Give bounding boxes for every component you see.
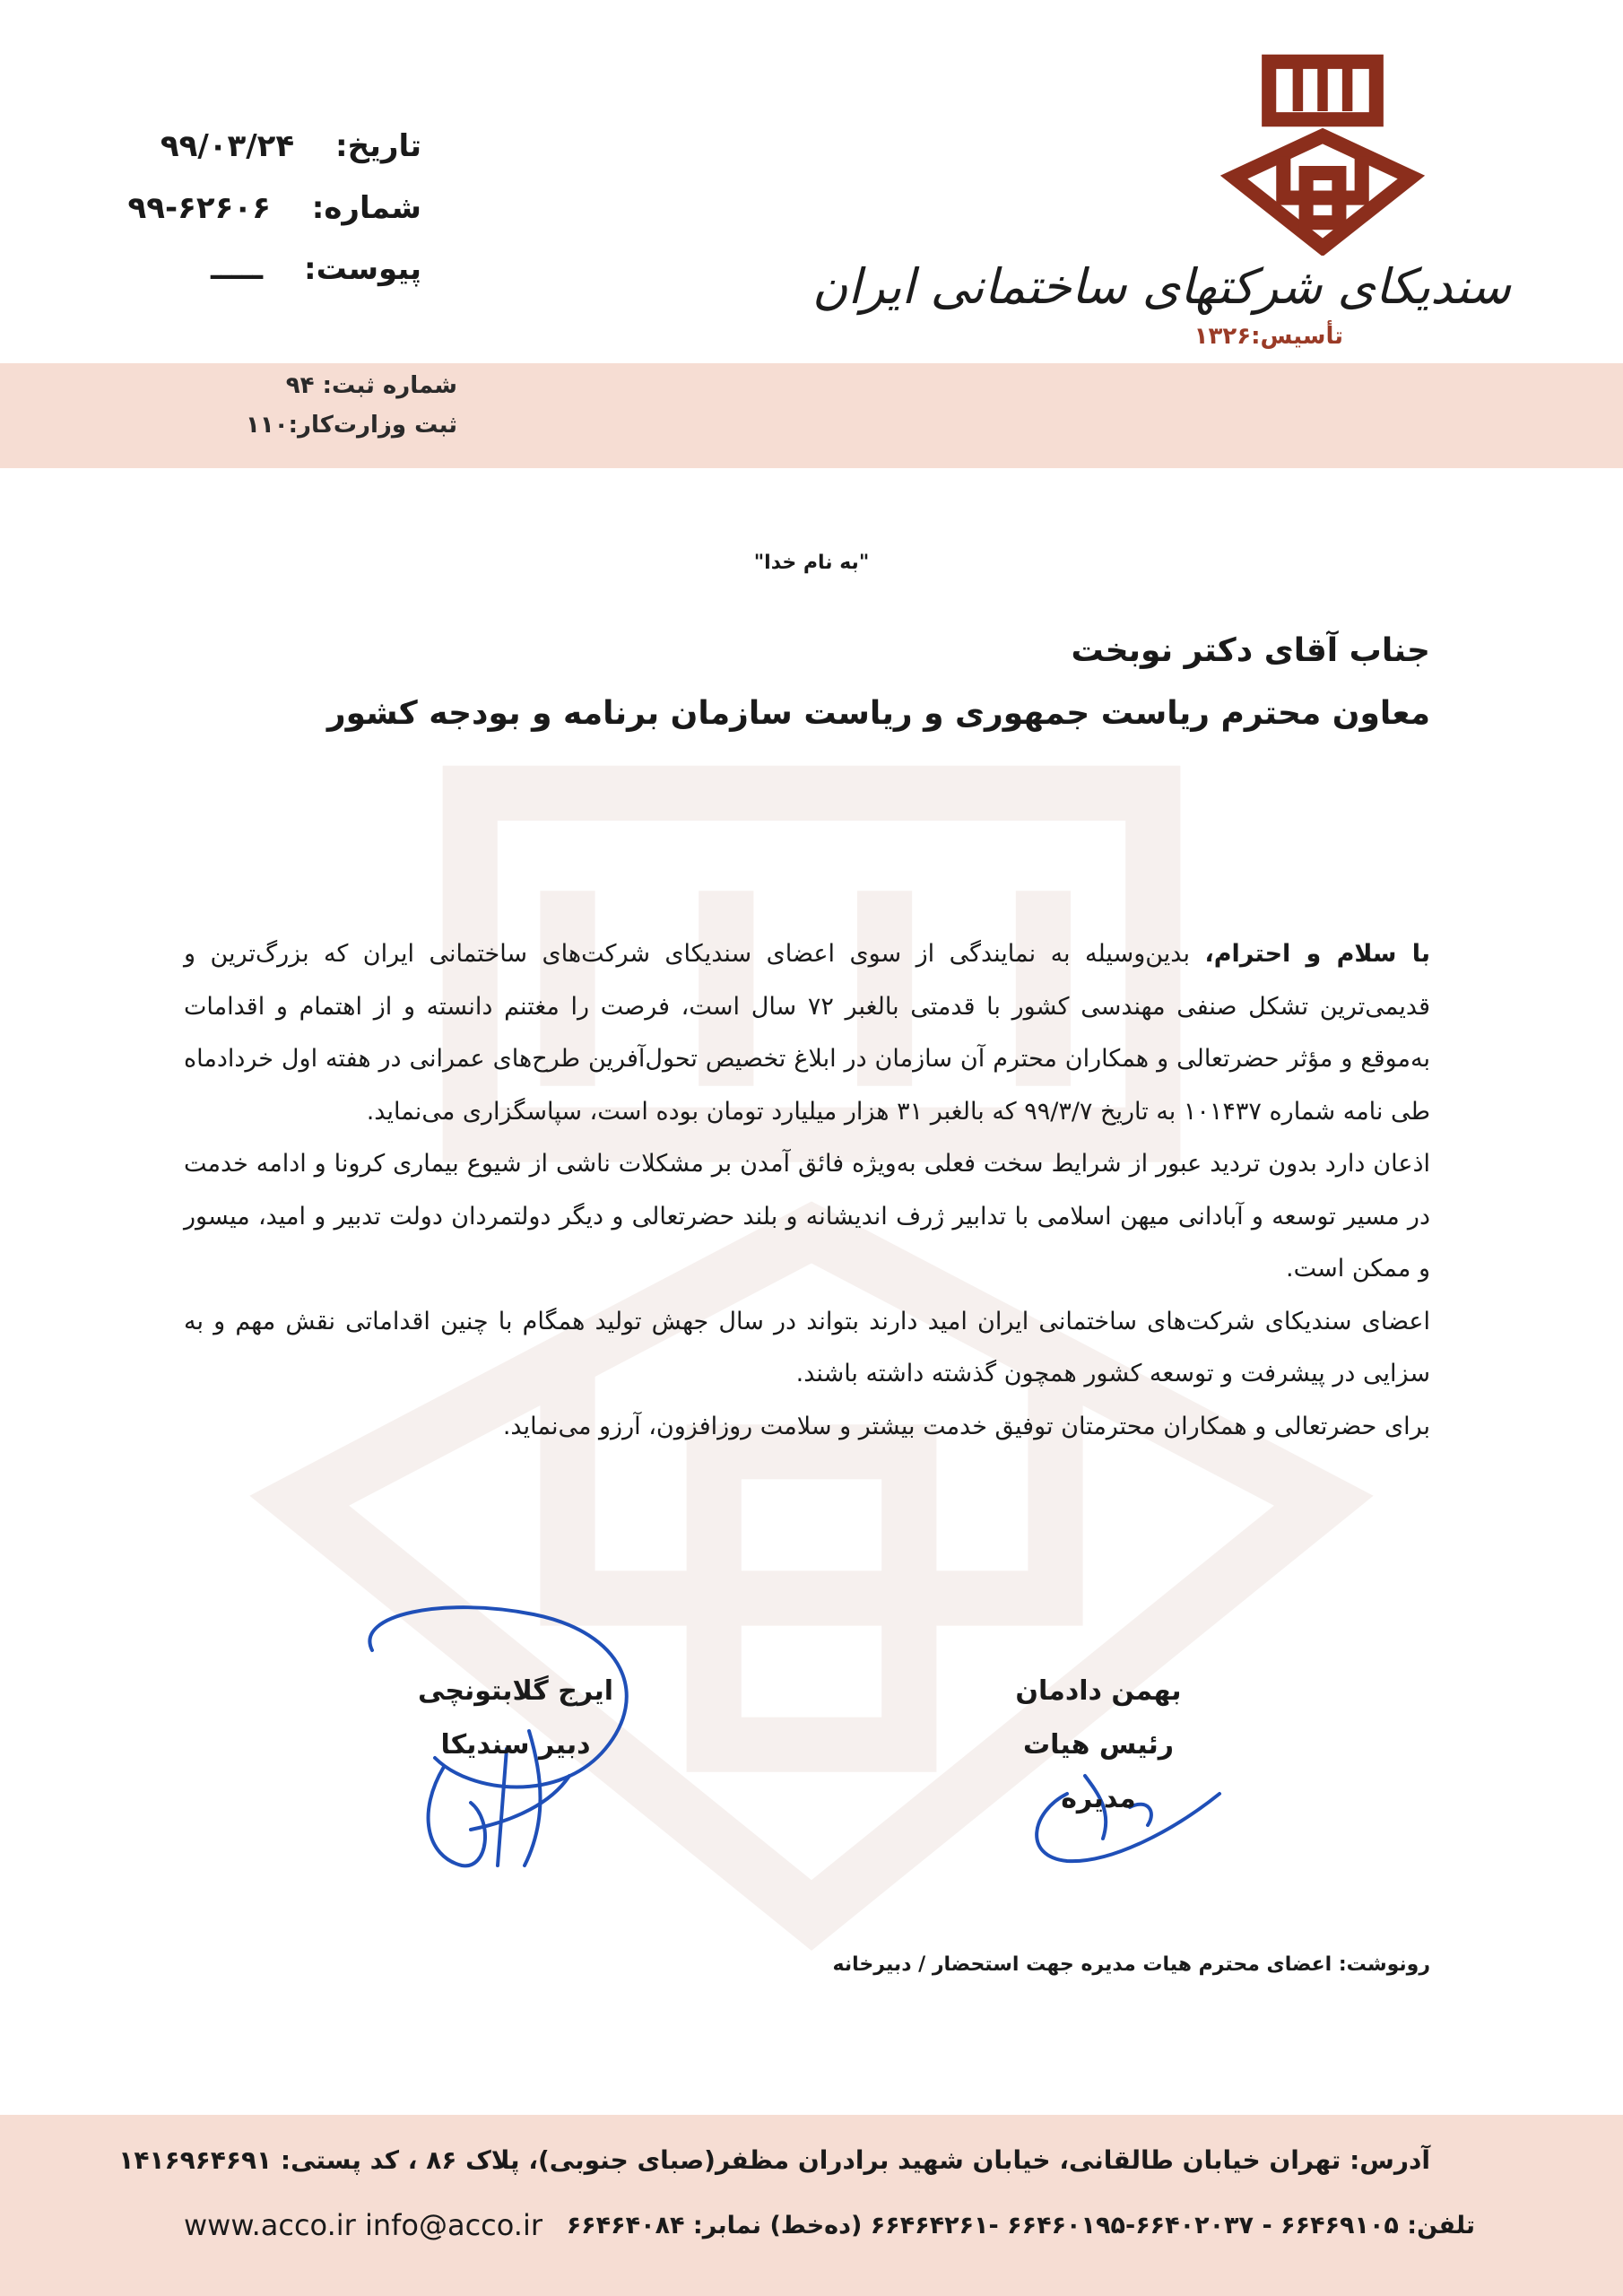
signatory-secretary <box>399 1665 632 1772</box>
date-label: تاریخ: <box>335 128 421 164</box>
recipient-name: جناب آقای دکتر نوبخت <box>1071 632 1430 669</box>
brand-name: سندیکای شرکتهای ساختمانی ایران <box>812 258 1511 315</box>
secretary-name: ایرج گلابتونچی <box>417 1675 614 1707</box>
secretary-title: دبیر سندیکا <box>440 1729 591 1761</box>
paragraph-1 <box>184 928 1430 1138</box>
header-band <box>0 363 1623 468</box>
greeting: با سلام و احترام، <box>1204 940 1430 968</box>
signatory-chairman <box>991 1665 1206 1826</box>
number-row <box>128 190 421 226</box>
attachment-label: پیوست: <box>304 251 421 287</box>
date-value: ۹۹/۰۳/۲۴ <box>160 128 295 164</box>
registration-number: شماره ثبت: ۹۴ <box>285 372 457 399</box>
chairman-name: بهمن دادمان <box>1015 1675 1182 1707</box>
chairman-title: رئیس هیات مدیره <box>1022 1729 1175 1814</box>
footer-address: آدرس: تهران خیابان طالقانی، خیابان شهید برادران مظفر(صبای جنوبی)، پلاک ۸۶ ، کد پستی: ۱۴۱۶۹۶۴۶۹۱ <box>118 2145 1430 2175</box>
paragraph-2: اذعان دارد بدون تردید عبور از شرایط سخت فعلی به‌ویژه فائق آمدن بر مشکلات ناشی از شیوع بیماری کرونا و ادامه خدمت در مسیر توسعه و آبادانی میهن اسلامی با تدابیر ژرف اندیشانه و بلند حضرتعالی و دیگر دولتمردان دولت تدبیر و امید، میسور و ممکن است. <box>184 1150 1430 1283</box>
number-value: ۹۹-۶۲۶۰۶ <box>127 190 271 226</box>
paragraph-1-text: بدین‌وسیله به نمایندگی از سوی اعضای سندیکای شرکت‌های ساختمانی ایران که بزرگ‌ترین و قدیمی‌ترین تشکل صنفی مهندسی کشور با قدمتی بالغبر ۷۲ سال است، فرصت را مغتنم دانسته و از اهتمام و اقدامات به‌موقع و مؤثر حضرتعالی و همکاران محترم آن سازمان در ابلاغ تخصیص تحول‌آفرین طرح‌های عمرانی در هفته اول خردادماه طی نامه شماره ۱۰۱۴۳۷ به تاریخ ۹۹/۳/۷ که بالغبر ۳۱ هزار میلیارد تومان بوده است، سپاسگزاری می‌نماید. <box>184 940 1430 1126</box>
cc-line: رونوشت: اعضای محترم هیات مدیره جهت استحضار / دبیرخانه <box>832 1953 1430 1976</box>
attachment-value: ـــــ <box>211 251 264 287</box>
founded-year: تأسیس:۱۳۲۶ <box>1193 323 1343 350</box>
bismillah: "به نام خدا" <box>753 552 870 574</box>
recipient-title: معاون محترم ریاست جمهوری و ریاست سازمان برنامه و بودجه کشور <box>326 695 1430 732</box>
attachment-row <box>211 251 421 287</box>
footer-phone: تلفن: ۶۶۴۶۹۱۰۵ - ۶۶۴۰۲۰۳۷-۶۶۴۶۰۱۹۵ -۶۶۴۶۴۲۶۱ (ده‌خط) نمابر: ۶۶۴۶۴۰۸۴ <box>566 2212 1475 2239</box>
paragraph-4: برای حضرتعالی و همکاران محترمتان توفیق خدمت بیشتر و سلامت روزافزون، آرزو می‌نماید. <box>502 1412 1430 1440</box>
paragraph-3: اعضای سندیکای شرکت‌های ساختمانی ایران امید دارند بتواند در سال جهش تولید همگام با چنین اقداماتی نقش مهم و به سزایی در پیشرفت و توسعه کشور همچون گذشته داشته باشند. <box>184 1307 1430 1387</box>
date-row <box>161 128 421 164</box>
syndicate-logo-icon <box>1219 49 1426 256</box>
footer-band <box>0 2115 1623 2296</box>
number-label: شماره: <box>311 190 421 226</box>
footer-website: www.acco.ir info@acco.ir <box>184 2208 542 2242</box>
letter-body <box>184 928 1430 1453</box>
ministry-registration: ثبت وزارت‌کار:۱۱۰ <box>246 412 457 439</box>
